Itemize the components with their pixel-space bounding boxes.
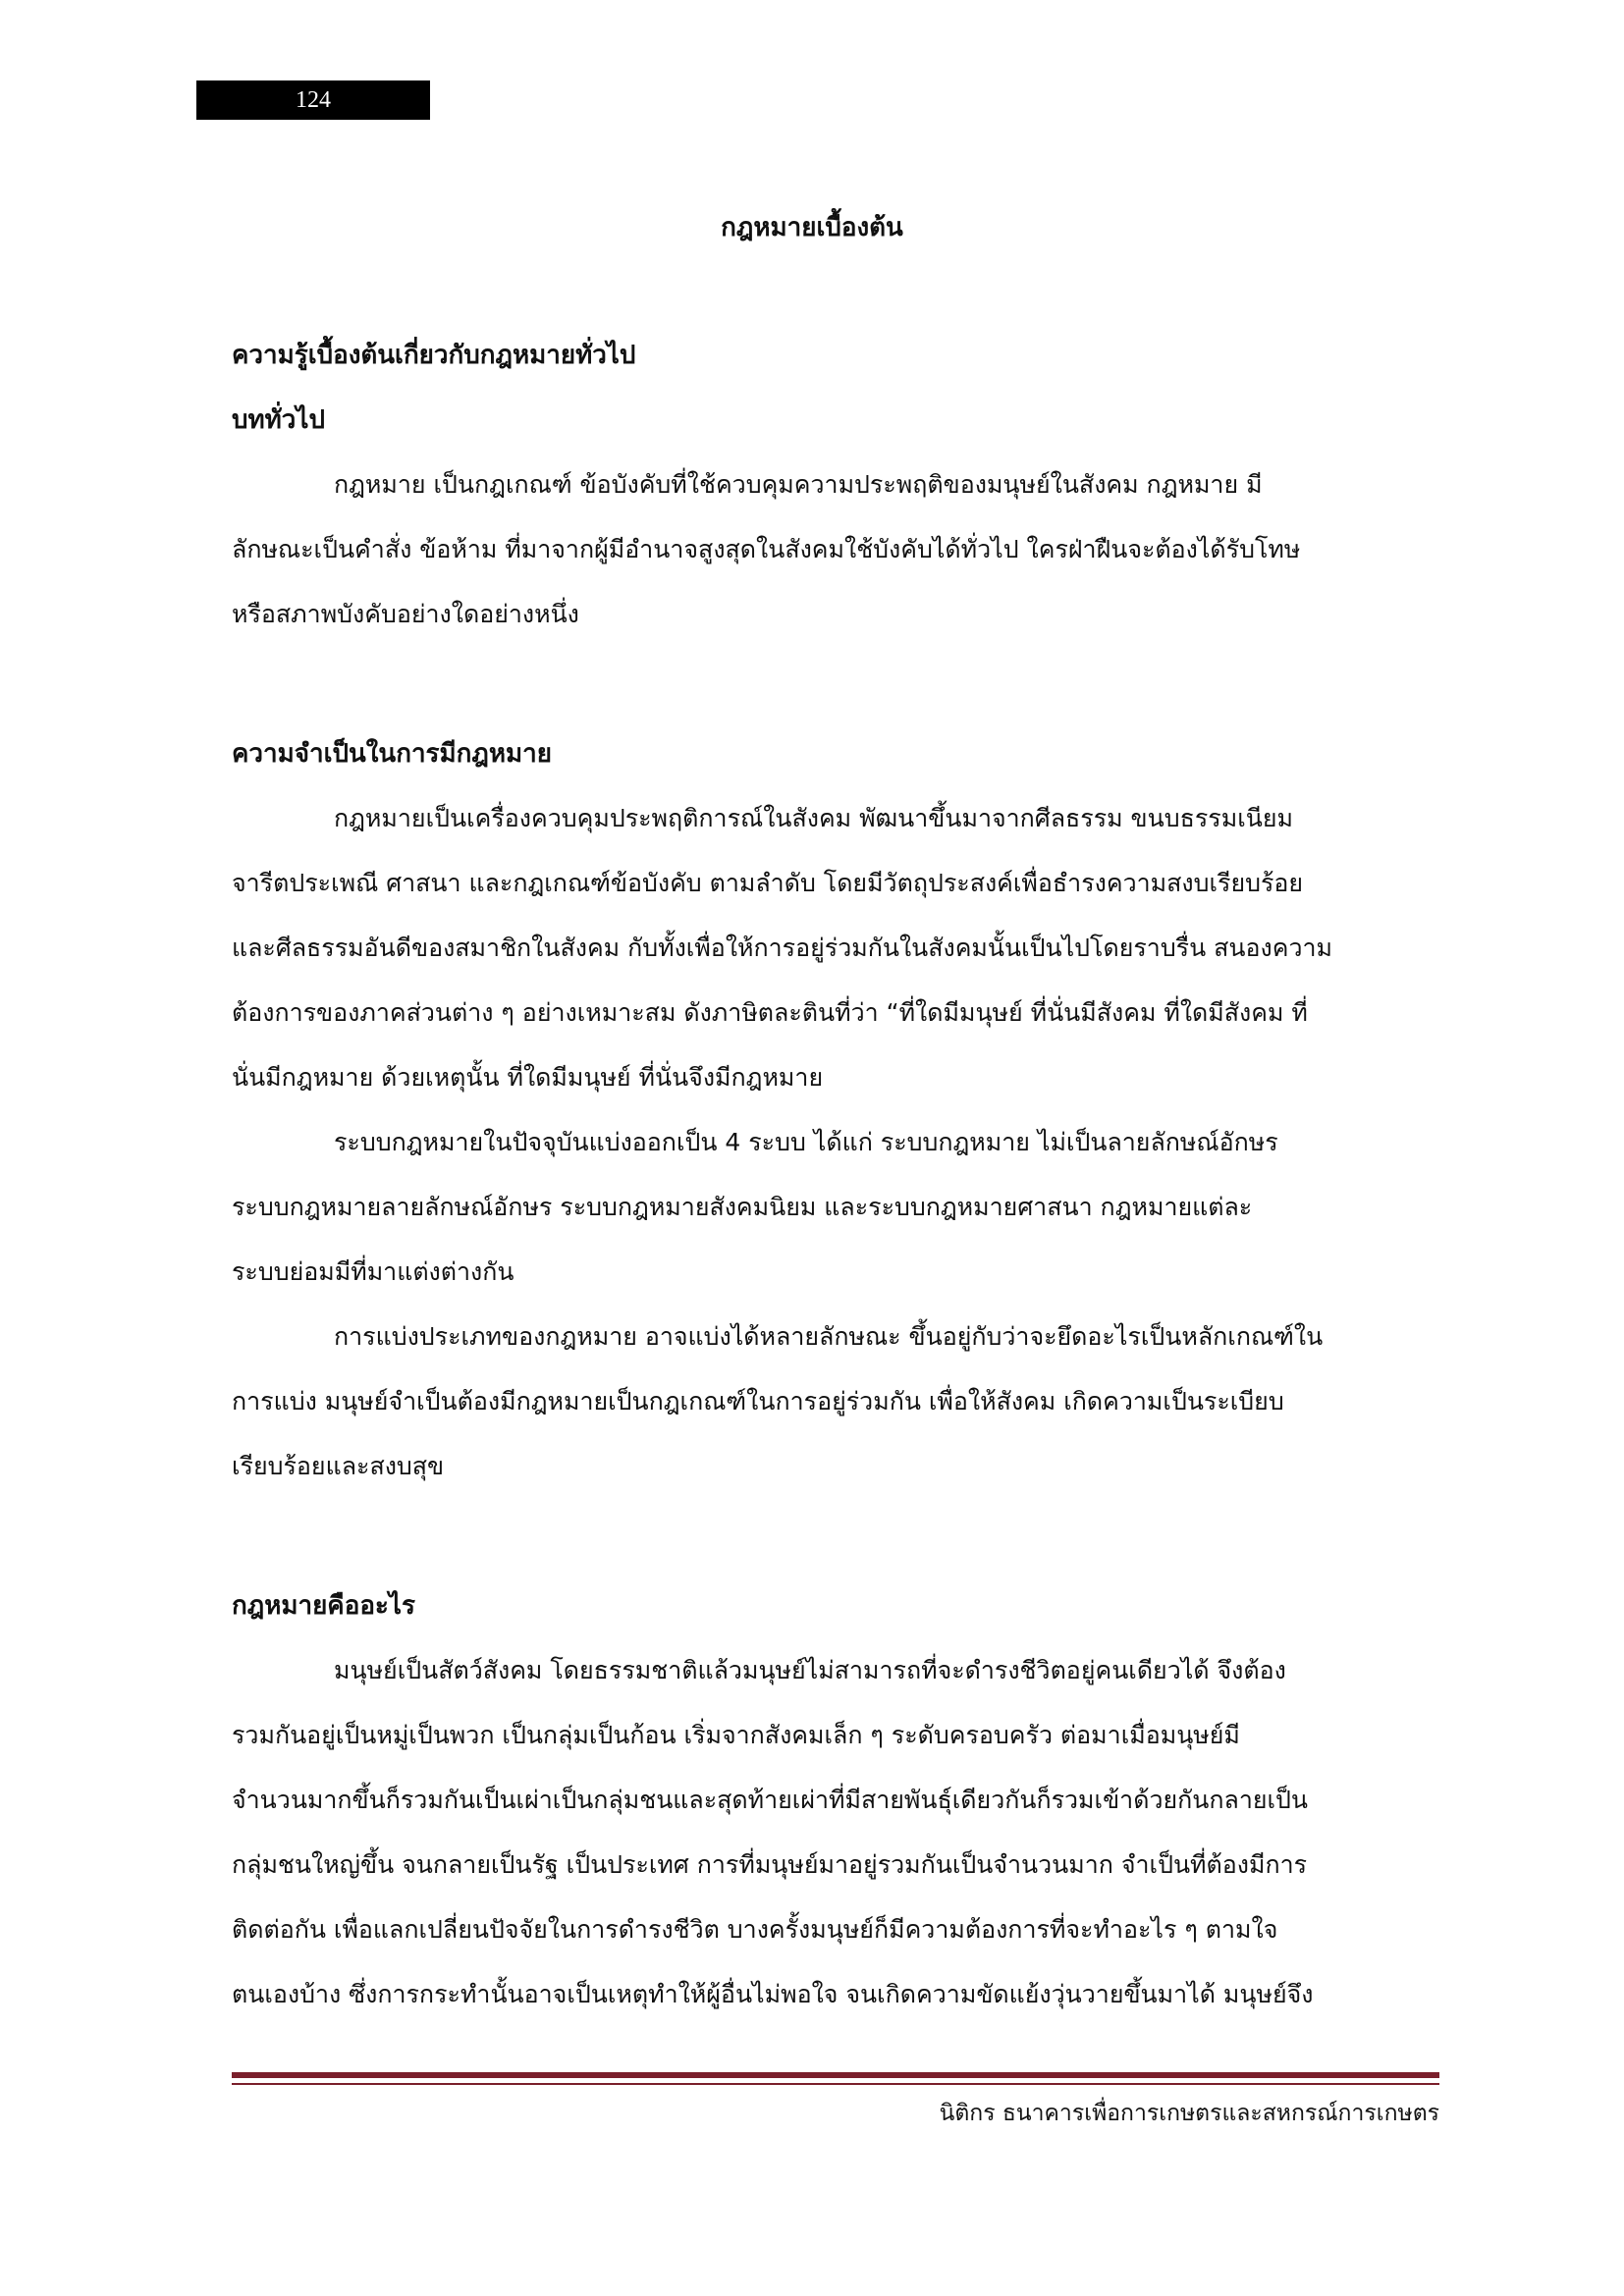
paragraph-line: กฎหมาย เป็นกฎเกณฑ์ ข้อบังคับที่ใช้ควบคุมความประพฤติของมนุษย์ในสังคม กฎหมาย มี bbox=[334, 470, 1263, 499]
paragraph-line: การแบ่งประเภทของกฎหมาย อาจแบ่งได้หลายลักษณะ ขึ้นอยู่กับว่าจะยึดอะไรเป็นหลักเกณฑ์ใน bbox=[334, 1322, 1324, 1351]
section-heading-general: บททั่วไป bbox=[232, 405, 325, 435]
footer-text: นิติกร ธนาคารเพื่อการเกษตรและสหกรณ์การเกษตร bbox=[939, 2101, 1439, 2126]
paragraph-line: ต้องการของภาคส่วนต่าง ๆ อย่างเหมาะสม ดังภาษิตละตินที่ว่า “ที่ใดมีมนุษย์ ที่นั่นมีสังคม ที่ใดมีสังคม ที่ bbox=[232, 998, 1308, 1027]
paragraph-line: หรือสภาพบังคับอย่างใดอย่างหนึ่ง bbox=[232, 600, 579, 628]
paragraph-line: การแบ่ง มนุษย์จำเป็นต้องมีกฎหมายเป็นกฎเกณฑ์ในการอยู่ร่วมกัน เพื่อให้สังคม เกิดความเป็นระเบียบ bbox=[232, 1387, 1284, 1415]
paragraph-line: ติดต่อกัน เพื่อแลกเปลี่ยนปัจจัยในการดำรงชีวิต บางครั้งมนุษย์ก็มีความต้องการที่จะทำอะไร ๆ ตามใจ bbox=[232, 1915, 1278, 1944]
page-number: 124 bbox=[196, 80, 430, 120]
paragraph-line: ระบบกฎหมายในปัจจุบันแบ่งออกเป็น 4 ระบบ ได้แก่ ระบบกฎหมาย ไม่เป็นลายลักษณ์อักษร bbox=[334, 1128, 1278, 1156]
paragraph-line: เรียบร้อยและสงบสุข bbox=[232, 1452, 445, 1480]
footer-divider bbox=[232, 2072, 1439, 2078]
paragraph-line: ระบบย่อมมีที่มาแต่งต่างกัน bbox=[232, 1257, 514, 1286]
paragraph-line: กฎหมายเป็นเครื่องควบคุมประพฤติการณ์ในสังคม พัฒนาขึ้นมาจากศีลธรรม ขนบธรรมเนียม bbox=[334, 804, 1293, 832]
section-heading-general-knowledge: ความรู้เบื้องต้นเกี่ยวกับกฎหมายทั่วไป bbox=[232, 341, 636, 370]
footer-divider-thin bbox=[232, 2083, 1439, 2085]
paragraph-line: และศีลธรรมอันดีของสมาชิกในสังคม กับทั้งเพื่อให้การอยู่ร่วมกันในสังคมนั้นเป็นไปโดยราบรื่น สนองความ bbox=[232, 934, 1332, 962]
page-title: กฎหมายเบื้องต้น bbox=[721, 213, 903, 242]
paragraph-line: มนุษย์เป็นสัตว์สังคม โดยธรรมชาติแล้วมนุษย์ไม่สามารถที่จะดำรงชีวิตอยู่คนเดียวได้ จึงต้อง bbox=[334, 1656, 1286, 1684]
paragraph-line: กลุ่มชนใหญ่ขึ้น จนกลายเป็นรัฐ เป็นประเทศ การที่มนุษย์มาอยู่รวมกันเป็นจำนวนมาก จำเป็นที่ต้องมีการ bbox=[232, 1850, 1308, 1879]
paragraph-line: ตนเองบ้าง ซึ่งการกระทำนั้นอาจเป็นเหตุทำให้ผู้อื่นไม่พอใจ จนเกิดความขัดแย้งวุ่นวายขึ้นมาได้ มนุษย์จึง bbox=[232, 1980, 1314, 2008]
paragraph-line: รวมกันอยู่เป็นหมู่เป็นพวก เป็นกลุ่มเป็นก้อน เริ่มจากสังคมเล็ก ๆ ระดับครอบครัว ต่อมาเมื่อมนุษย์มี bbox=[232, 1721, 1240, 1749]
paragraph-line: จำนวนมากขึ้นก็รวมกันเป็นเผ่าเป็นกลุ่มชนและสุดท้ายเผ่าที่มีสายพันธุ์เดียวกันก็รวมเข้าด้วยกันกลายเป็น bbox=[232, 1786, 1309, 1814]
paragraph-line: นั่นมีกฎหมาย ด้วยเหตุนั้น ที่ใดมีมนุษย์ ที่นั่นจึงมีกฎหมาย bbox=[232, 1063, 824, 1092]
paragraph-line: จารีตประเพณี ศาสนา และกฎเกณฑ์ข้อบังคับ ตามลำดับ โดยมีวัตถุประสงค์เพื่อธำรงความสงบเรียบร้อย bbox=[232, 869, 1304, 897]
paragraph-line: ระบบกฎหมายลายลักษณ์อักษร ระบบกฎหมายสังคมนิยม และระบบกฎหมายศาสนา กฎหมายแต่ละ bbox=[232, 1193, 1253, 1221]
section-heading-necessity: ความจำเป็นในการมีกฎหมาย bbox=[232, 739, 552, 769]
section-heading-what-is-law: กฎหมายคืออะไร bbox=[232, 1591, 415, 1621]
paragraph-line: ลักษณะเป็นคำสั่ง ข้อห้าม ที่มาจากผู้มีอำนาจสูงสุดในสังคมใช้บังคับได้ทั่วไป ใครฝ่าฝืนจะต้องได้รับโทษ bbox=[232, 535, 1301, 563]
